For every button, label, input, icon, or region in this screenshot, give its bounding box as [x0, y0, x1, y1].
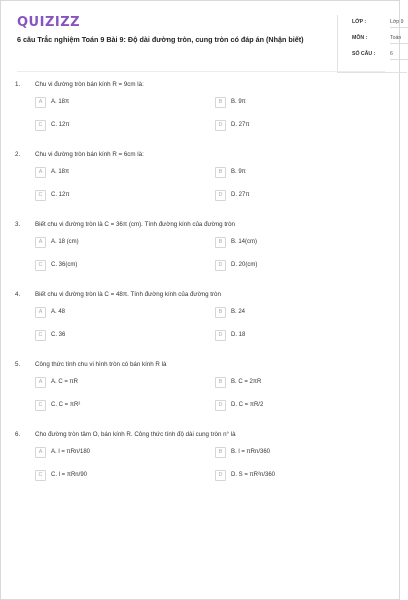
meta-key: SỐ CÂU :	[352, 51, 376, 57]
option-letter-box: C	[35, 400, 46, 411]
meta-value: Toán	[390, 35, 408, 44]
option-letter-box: A	[35, 307, 46, 318]
meta-value: 6	[390, 51, 408, 60]
answer-option-a[interactable]	[35, 307, 185, 318]
option-text: B. 14(cm)	[231, 239, 258, 245]
meta-key: LỚP :	[352, 19, 367, 25]
option-letter-box: C	[35, 190, 46, 201]
option-text: D. 18	[231, 332, 246, 338]
option-text: C. l = πRn/90	[51, 472, 87, 478]
option-text: B. C = 2πR	[231, 379, 262, 385]
option-text: B. 9π	[231, 99, 246, 105]
option-letter-box: B	[215, 97, 226, 108]
option-letter-box: D	[215, 120, 226, 131]
option-letter-box: D	[215, 400, 226, 411]
answer-option-a[interactable]	[35, 377, 185, 388]
question-text: Chu vi đường tròn bán kính R = 6cm là:	[35, 151, 144, 158]
option-letter-box: B	[215, 167, 226, 178]
answer-option-d[interactable]	[215, 120, 365, 131]
answer-option-b[interactable]	[215, 377, 365, 388]
option-text: A. 18 (cm)	[51, 239, 79, 245]
meta-row-count	[352, 47, 408, 61]
question-text: Chu vi đường tròn bán kính R = 9cm là:	[35, 81, 144, 88]
option-text: D. 20(cm)	[231, 262, 258, 268]
answer-option-d[interactable]	[215, 260, 365, 271]
quizizz-logo: QUIZIZZ	[17, 15, 81, 30]
option-letter-box: D	[215, 470, 226, 481]
answer-option-c[interactable]	[35, 330, 185, 341]
option-text: C. 36	[51, 332, 66, 338]
option-text: D. 27π	[231, 122, 250, 128]
answer-option-b[interactable]	[215, 307, 365, 318]
meta-row-class	[352, 15, 408, 29]
answer-option-a[interactable]	[35, 237, 185, 248]
answer-option-d[interactable]	[215, 400, 365, 411]
option-letter-box: A	[35, 447, 46, 458]
answer-option-d[interactable]	[215, 470, 365, 481]
option-letter-box: B	[215, 447, 226, 458]
option-letter-box: B	[215, 237, 226, 248]
answer-option-c[interactable]	[35, 400, 185, 411]
option-text: D. C = πR/2	[231, 402, 264, 408]
option-letter-box: C	[35, 260, 46, 271]
option-text: A. C = πR	[51, 379, 78, 385]
option-text: B. 24	[231, 309, 246, 315]
option-text: C. 36(cm)	[51, 262, 78, 268]
answer-option-b[interactable]	[215, 237, 365, 248]
option-text: C. 12π	[51, 192, 70, 198]
answer-option-a[interactable]	[35, 447, 185, 458]
answer-option-d[interactable]	[215, 330, 365, 341]
header-divider	[17, 71, 385, 72]
answer-option-b[interactable]	[215, 167, 365, 178]
option-letter-box: C	[35, 120, 46, 131]
option-letter-box: C	[35, 330, 46, 341]
answer-option-c[interactable]	[35, 190, 185, 201]
option-text: B. l = πRn/360	[231, 449, 270, 455]
option-letter-box: D	[215, 330, 226, 341]
answer-option-a[interactable]	[35, 167, 185, 178]
option-letter-box: C	[35, 470, 46, 481]
option-letter-box: A	[35, 167, 46, 178]
answer-option-c[interactable]	[35, 120, 185, 131]
answer-option-b[interactable]	[215, 97, 365, 108]
option-text: B. 9π	[231, 169, 246, 175]
question-text: Biết chu vi đường tròn là C = 48π. Tính đường kính của đường tròn	[35, 291, 221, 298]
option-text: C. 12π	[51, 122, 70, 128]
question-text: Công thức tính chu vi hình tròn có bán kính R là	[35, 361, 167, 368]
answer-option-c[interactable]	[35, 470, 185, 481]
answer-option-d[interactable]	[215, 190, 365, 201]
option-text: D. 27π	[231, 192, 250, 198]
option-text: C. C = πR²	[51, 402, 81, 408]
meta-box	[337, 15, 407, 73]
question-number: 4.	[15, 291, 21, 298]
answer-option-c[interactable]	[35, 260, 185, 271]
question-number: 5.	[15, 361, 21, 368]
question-text: Cho đường tròn tâm O, bán kính R. Công thức tính độ dài cung tròn n° là	[35, 431, 236, 438]
option-letter-box: D	[215, 260, 226, 271]
option-text: A. 18π	[51, 169, 70, 175]
meta-row-subject	[352, 31, 408, 45]
option-letter-box: D	[215, 190, 226, 201]
option-text: D. S = πR²n/360	[231, 472, 275, 478]
option-text: A. l = πRn/180	[51, 449, 90, 455]
option-letter-box: A	[35, 97, 46, 108]
question-number: 2.	[15, 151, 21, 158]
option-letter-box: B	[215, 307, 226, 318]
option-text: A. 48	[51, 309, 66, 315]
question-number: 3.	[15, 221, 21, 228]
answer-option-a[interactable]	[35, 97, 185, 108]
option-letter-box: B	[215, 377, 226, 388]
option-text: A. 18π	[51, 99, 70, 105]
answer-option-b[interactable]	[215, 447, 365, 458]
option-letter-box: A	[35, 377, 46, 388]
question-number: 1.	[15, 81, 21, 88]
meta-key: MÔN :	[352, 35, 368, 41]
document-header	[17, 15, 404, 73]
option-letter-box: A	[35, 237, 46, 248]
meta-value: Lớp 9	[390, 19, 408, 28]
page-title: 6 câu Trắc nghiệm Toán 9 Bài 9: Độ dài đường tròn, cung tròn có đáp án (Nhận biết)	[17, 35, 304, 44]
question-text: Biết chu vi đường tròn là C = 36π (cm). Tính đường kính của đường tròn	[35, 221, 235, 228]
question-number: 6.	[15, 431, 21, 438]
